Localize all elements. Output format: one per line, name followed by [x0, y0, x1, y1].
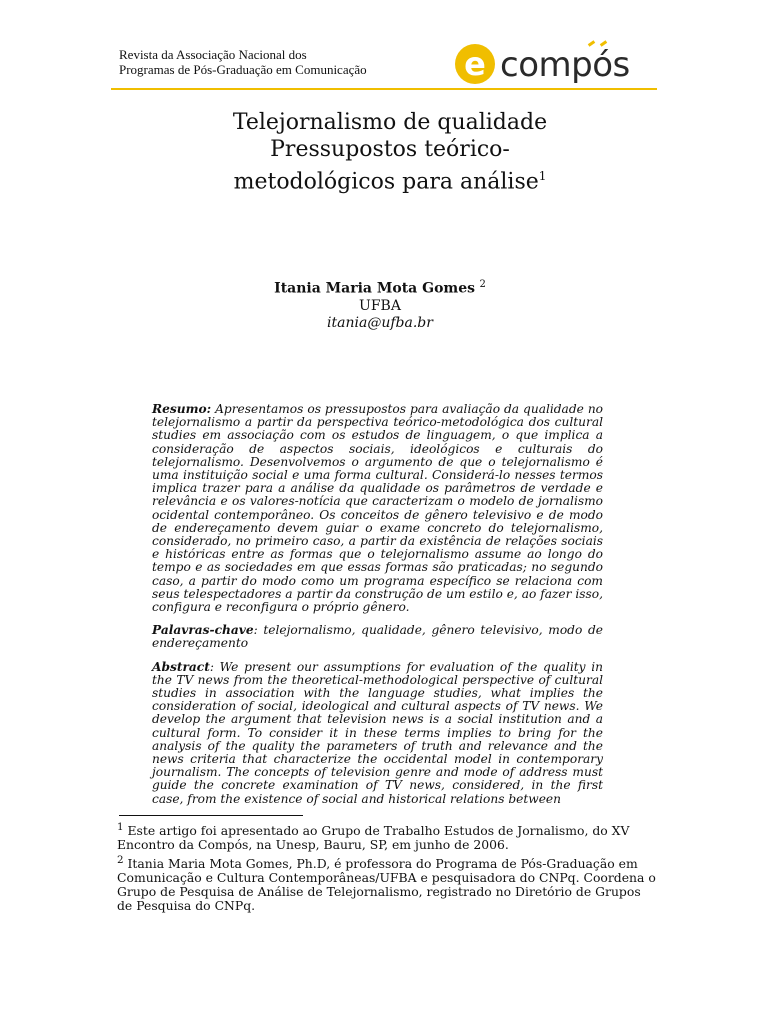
keywords-text: : telejornalismo, qualidade, gênero televisivo, modo de endereçamento: [152, 623, 603, 651]
header-divider: [111, 88, 657, 90]
footnotes: [117, 820, 657, 913]
abstract-label: Abstract: [152, 659, 210, 674]
title-line3: metodológicos para análise: [233, 169, 539, 195]
logo-wordmark: compós: [500, 45, 630, 85]
keywords-label: Palavras-chave: [152, 623, 254, 638]
compos-logo: [455, 42, 655, 88]
journal-name-line2: Programas de Pós-Graduação em Comunicação: [119, 62, 367, 77]
abstract-text: : We present our assumptions for evaluation of the quality in the TV news from the theoretical-methodological perspective of cultural studies in association with the language studies, what implies the consideration of social, ideological and cultural aspects of TV news. We develop the argument that television news is a social institution and a cultural form. To consider it in these terms implies to bring for the analysis of the quality the parameters of truth and relevance and the news criteria that characterize the occidental model in contemporary journalism. The concepts of television genre and mode of address must guide the concrete examination of TV news, considered, in the first case, from the existence of social and historical relations between: [152, 659, 603, 806]
resumo-text: Apresentamos os pressupostos para avaliação da qualidade no telejornalismo a partir da perspectiva teórico-metodológica dos cultural studies em associação com os estudos de linguagem, o que implica a consideração de aspectos sociais, ideológicos e culturais do telejornalismo. Desenvolvemos o argumento de que o telejornalismo é uma instituição social e uma forma cultural. Considerá-lo nesses termos implica trazer para a análise da qualidade os parâmetros de verdade e relevância e os valores-notícia que caracterizam o modelo de jornalismo ocidental contemporâneo. Os conceitos de gênero televisivo e de modo de endereçamento devem guiar o exame concreto do telejornalismo, considerado, no primeiro caso, a partir da existência de relações sociais e históricas entre as formas que o telejornalismo assume ao longo do tempo e as sociedades em que essas formas são praticadas; no segundo caso, a partir do modo como um programa específico se relaciona com seus telespectadores a partir da construção de um estilo e, ao fazer isso, configura e reconfigura o próprio gênero.: [152, 402, 604, 615]
logo-e-letter: e: [464, 45, 486, 83]
resumo-label: Resumo:: [152, 402, 212, 416]
footnote-1-text: Este artigo foi apresentado ao Grupo de Trabalho Estudos de Jornalismo, do XV Encontro da Compós, na Unesp, Bauru, SP, em junho de 2006.: [117, 823, 630, 853]
footnote-1: [117, 820, 657, 853]
journal-name: [119, 47, 367, 77]
title-line2: Pressupostos teórico-: [270, 137, 510, 162]
abstract-section: [152, 403, 603, 816]
author-block: [120, 276, 640, 332]
footnote-2-text: Itania Maria Mota Gomes, Ph.D, é professora do Programa de Pós-Graduação em Comunicação e Cultura Contemporâneas/UFBA e pesquisadora do CNPq. Coordena o Grupo de Pesquisa de Análise de Telejornalismo, registrado no Diretório de Grupos de Pesquisa do CNPq.: [117, 855, 656, 914]
title-footnote-mark: 1: [538, 169, 547, 183]
title-line1: Telejornalismo de qualidade: [232, 110, 548, 135]
abstract-paragraph: [152, 661, 603, 806]
footnote-2: [117, 853, 657, 914]
journal-name-line1: Revista da Associação Nacional dos: [119, 47, 307, 62]
author-name: Itania Maria Mota Gomes: [274, 280, 476, 297]
footnote-2-mark: 2: [117, 853, 124, 866]
paper-title: [120, 109, 660, 195]
author-footnote-mark: 2: [479, 279, 486, 290]
author-affiliation: UFBA: [359, 297, 401, 314]
footnote-1-mark: 1: [117, 821, 124, 833]
logo-e-circle: [455, 44, 495, 84]
keywords-paragraph: [152, 624, 603, 650]
resumo-paragraph: [152, 403, 603, 614]
footnote-divider: [119, 815, 303, 816]
author-email: itania@ufba.br: [327, 314, 433, 331]
